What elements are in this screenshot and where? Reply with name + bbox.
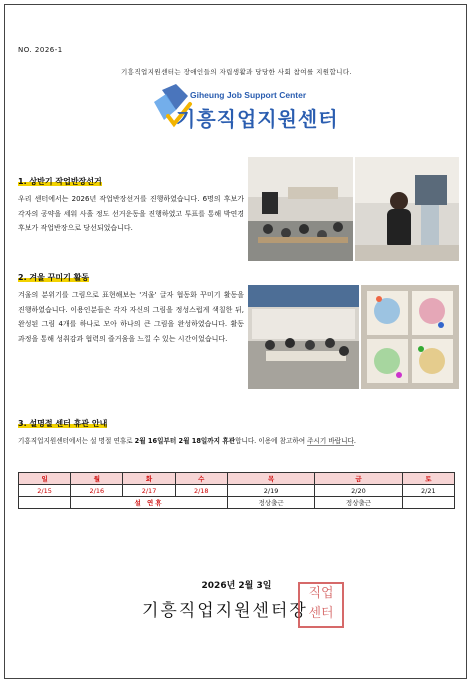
calendar-dates-row xyxy=(19,485,455,497)
election-photo-1 xyxy=(248,157,353,261)
section-2-body: 겨울의 분위기를 그림으로 표현해보는 '겨울' 글자 협동화 꾸미기 활동을 진행하였습니다. 이용인분들은 각자 자신의 그림을 정성스럽게 색칠한 뒤, 완성된 그림 4개를 하나로 모아 하나의 큰 그림을 완성하였습니다. 활동 과정을 통해 성취감과 협력의 즐거움을 느낄 수 있는 시간이었습니다. xyxy=(18,291,244,343)
normal-work-label: 정상출근 xyxy=(315,497,402,509)
calendar-date: 2/15 xyxy=(19,485,71,497)
logo-english-text: Giheung Job Support Center xyxy=(190,90,307,100)
calendar-status-empty xyxy=(402,497,454,509)
calendar-status-row xyxy=(19,497,455,509)
calendar-date: 2/18 xyxy=(175,485,227,497)
logo-korean-text: 기흥직업지원센터 xyxy=(176,107,339,131)
calendar-header-tue: 화 xyxy=(123,473,175,485)
calendar-date: 2/21 xyxy=(402,485,454,497)
calendar-date: 2/19 xyxy=(227,485,314,497)
section-1-title: 1. 상반기 작업반장선거 xyxy=(18,177,102,186)
official-seal xyxy=(298,582,344,628)
calendar-header-sat: 토 xyxy=(402,473,454,485)
calendar-date: 2/16 xyxy=(71,485,123,497)
holiday-label: 설 연휴 xyxy=(71,497,228,509)
calendar-header-wed: 수 xyxy=(175,473,227,485)
calendar-header-row xyxy=(19,473,455,485)
section-3-notice: 기흥직업지원센터에서는 설 명절 연휴로 2월 16일부터 2월 18일까지 휴관합니다. 이용에 참고하여 주시기 바랍니다. xyxy=(18,437,356,445)
seal-text-line: 직업 xyxy=(308,586,334,601)
document-number: NO. 2026-1 xyxy=(18,46,63,54)
winter-artwork-photo xyxy=(361,285,459,389)
mission-statement: 기흥직업지원센터는 장애인들의 자립생활과 당당한 사회 참여를 지원합니다. xyxy=(121,68,352,76)
calendar-header-thu: 목 xyxy=(227,473,314,485)
calendar-header-sun: 일 xyxy=(19,473,71,485)
winter-activity-photo-1 xyxy=(248,285,359,389)
section-3-title: 3. 설명절 센터 휴관 안내 xyxy=(18,419,108,428)
calendar-status-empty xyxy=(19,497,71,509)
normal-work-label: 정상출근 xyxy=(227,497,314,509)
section-1-body: 우리 센터에서는 2026년 작업반장선거를 진행하였습니다. 6명의 후보가 각자의 공약을 세워 사흘 정도 선거운동을 진행하였고 투표를 통해 박연경 후보가 작업반장으로 당선되었습니다. xyxy=(18,195,244,232)
section-2-title: 2. 겨울 꾸미기 활동 xyxy=(18,273,90,282)
calendar-date: 2/17 xyxy=(123,485,175,497)
holiday-calendar-table xyxy=(18,472,455,509)
calendar-date: 2/20 xyxy=(315,485,402,497)
calendar-header-fri: 금 xyxy=(315,473,402,485)
election-photo-2 xyxy=(355,157,459,261)
document-date: 2026년 2월 3일 xyxy=(201,581,272,591)
calendar-header-mon: 월 xyxy=(71,473,123,485)
organization-signature: 기흥직업지원센터장 xyxy=(142,601,308,621)
seal-text-line: 센터 xyxy=(308,606,334,621)
